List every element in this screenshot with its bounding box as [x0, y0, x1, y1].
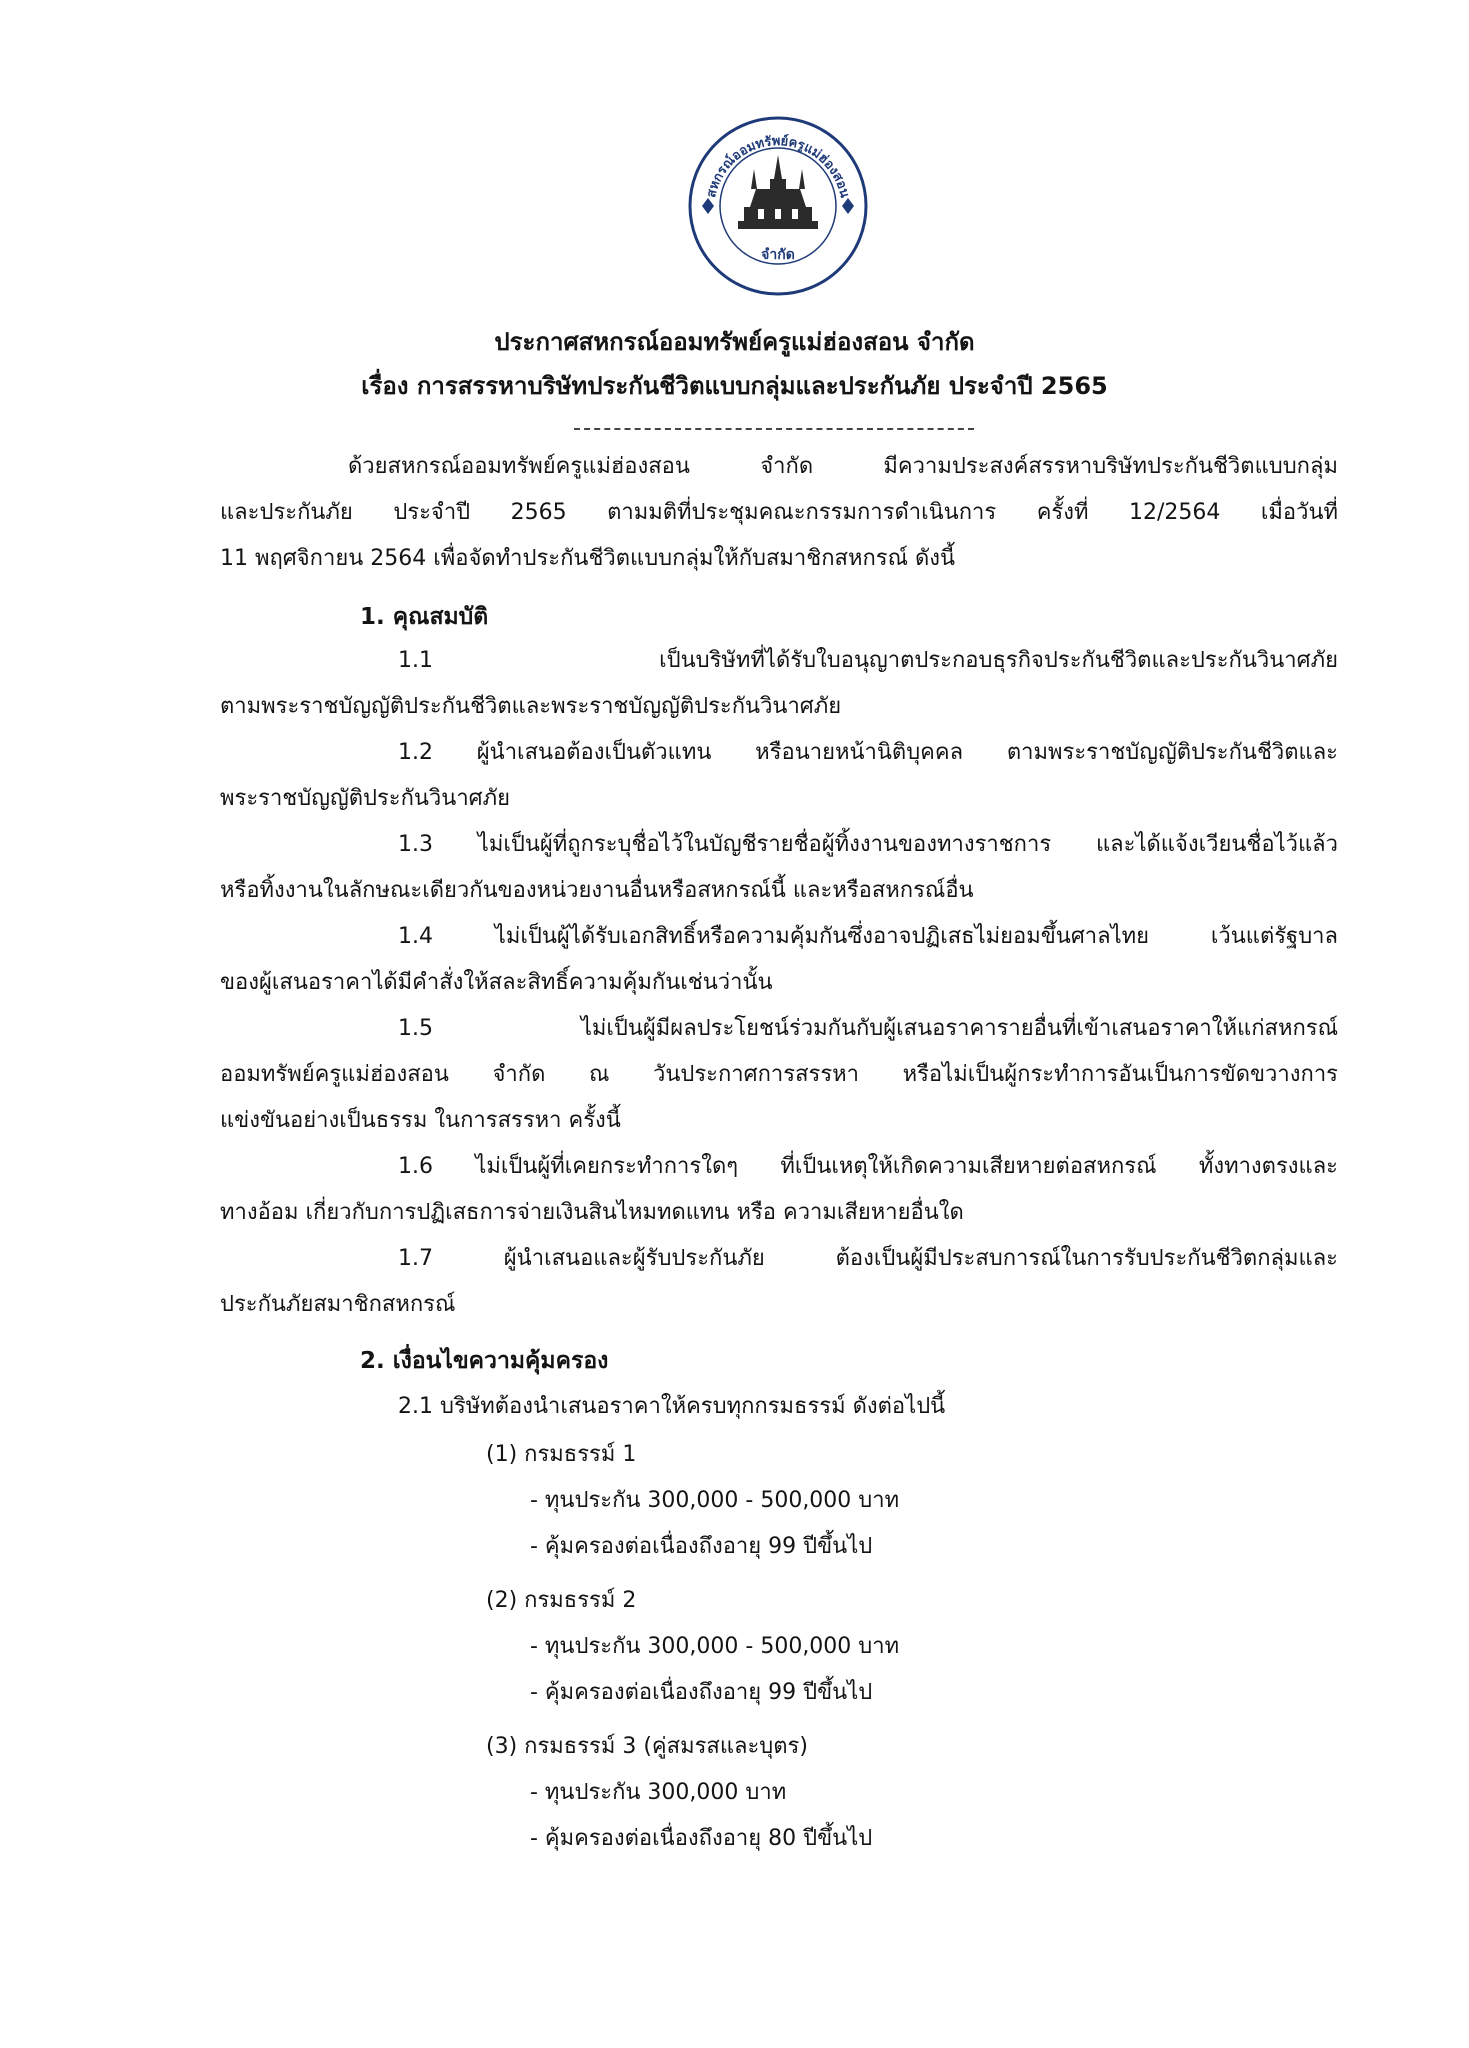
- item-1-7-first: 1.7 ผู้นำเสนอและผู้รับประกันภัย ต้องเป็นผู้มีประสบการณ์ในการรับประกันชีวิตกลุ่มและ: [398, 1246, 1338, 1271]
- item-1-1-first: 1.1 เป็นบริษัทที่ได้รับใบอนุญาตประกอบธุรกิจประกันชีวิตและประกันวินาศภัย: [398, 648, 1338, 673]
- item-1-3-first: 1.3 ไม่เป็นผู้ที่ถูกระบุชื่อไว้ในบัญชีรายชื่อผู้ทิ้งงานของทางราชการ และได้แจ้งเวียนชื่อไว้แล้ว: [398, 832, 1338, 857]
- svg-text:จำกัด: จำกัด: [761, 247, 795, 263]
- item-1-5-rest-2: แข่งขันอย่างเป็นธรรม ในการสรรหา ครั้งนี้: [220, 1108, 621, 1133]
- section-1-heading: 1. คุณสมบัติ: [360, 604, 489, 630]
- item-1-4-first: 1.4 ไม่เป็นผู้ได้รับเอกสิทธิ์หรือความคุ้มกันซึ่งอาจปฏิเสธไม่ยอมขึ้นศาลไทย เว้นแต่รัฐบาล: [398, 924, 1338, 949]
- item-1-5-first: 1.5 ไม่เป็นผู้มีผลประโยชน์ร่วมกันกับผู้เสนอราคารายอื่นที่เข้าเสนอราคาให้แก่สหกรณ์: [398, 1016, 1338, 1041]
- item-1-3-rest: หรือทิ้งงานในลักษณะเดียวกันของหน่วยงานอื่นหรือสหกรณ์นี้ และหรือสหกรณ์อื่น: [220, 878, 974, 903]
- policy-1-title: (1) กรมธรรม์ 1: [486, 1442, 637, 1467]
- policy-1-coverage: - ทุนประกัน 300,000 - 500,000 บาท: [530, 1488, 900, 1513]
- document-subject: เรื่อง การสรรหาบริษัทประกันชีวิตแบบกลุ่มและประกันภัย ประจำปี 2565: [361, 372, 1108, 400]
- document-title: ประกาศสหกรณ์ออมทรัพย์ครูแม่ฮ่องสอน จำกัด: [494, 328, 975, 356]
- item-1-6-first: 1.6 ไม่เป็นผู้ที่เคยกระทำการใดๆ ที่เป็นเหตุให้เกิดความเสียหายต่อสหกรณ์ ทั้งทางตรงและ: [398, 1154, 1338, 1179]
- policy-3-duration: - คุ้มครองต่อเนื่องถึงอายุ 80 ปีขึ้นไป: [530, 1826, 873, 1851]
- svg-text:สหกรณ์ออมทรัพย์ครูแม่ฮ่องสอน: สหกรณ์ออมทรัพย์ครูแม่ฮ่องสอน: [704, 134, 852, 200]
- item-1-2-first: 1.2 ผู้นำเสนอต้องเป็นตัวแทน หรือนายหน้านิติบุคคล ตามพระราชบัญญัติประกันชีวิตและ: [398, 740, 1338, 765]
- policy-3-coverage: - ทุนประกัน 300,000 บาท: [530, 1780, 787, 1805]
- item-1-7-rest: ประกันภัยสมาชิกสหกรณ์: [220, 1292, 456, 1317]
- policy-1-duration: - คุ้มครองต่อเนื่องถึงอายุ 99 ปีขึ้นไป: [530, 1534, 873, 1559]
- policy-2-duration: - คุ้มครองต่อเนื่องถึงอายุ 99 ปีขึ้นไป: [530, 1680, 873, 1705]
- policy-2-title: (2) กรมธรรม์ 2: [486, 1588, 637, 1613]
- section-2-1-text: 2.1 บริษัทต้องนำเสนอราคาให้ครบทุกกรมธรรม์ ดังต่อไปนี้: [398, 1394, 946, 1419]
- intro-line-2: และประกันภัย ประจำปี 2565 ตามมติที่ประชุมคณะกรรมการดำเนินการ ครั้งที่ 12/2564 เมื่อวันที่: [220, 500, 1338, 525]
- policy-3-title: (3) กรมธรรม์ 3 (คู่สมรสและบุตร): [486, 1734, 808, 1759]
- item-1-1-rest: ตามพระราชบัญญัติประกันชีวิตและพระราชบัญญัติประกันวินาศภัย: [220, 694, 842, 719]
- intro-line-3: 11 พฤศจิกายน 2564 เพื่อจัดทำประกันชีวิตแบบกลุ่มให้กับสมาชิกสหกรณ์ ดังนี้: [220, 546, 956, 571]
- title-divider: [574, 428, 974, 430]
- intro-line-1: ด้วยสหกรณ์ออมทรัพย์ครูแม่ฮ่องสอน จำกัด มีความประสงค์สรรหาบริษัทประกันชีวิตแบบกลุ่ม: [348, 454, 1338, 479]
- section-2-heading: 2. เงื่อนไขความคุ้มครอง: [360, 1348, 609, 1374]
- policy-2-coverage: - ทุนประกัน 300,000 - 500,000 บาท: [530, 1634, 900, 1659]
- item-1-6-rest: ทางอ้อม เกี่ยวกับการปฏิเสธการจ่ายเงินสินไหมทดแทน หรือ ความเสียหายอื่นใด: [220, 1200, 964, 1225]
- item-1-2-rest: พระราชบัญญัติประกันวินาศภัย: [220, 786, 511, 811]
- item-1-5-rest-1: ออมทรัพย์ครูแม่ฮ่องสอน จำกัด ณ วันประกาศการสรรหา หรือไม่เป็นผู้กระทำการอันเป็นการขัดขวางการ: [220, 1062, 1338, 1087]
- item-1-4-rest: ของผู้เสนอราคาได้มีคำสั่งให้สละสิทธิ์ความคุ้มกันเช่นว่านั้น: [220, 970, 773, 995]
- cooperative-seal-logo: [686, 107, 870, 305]
